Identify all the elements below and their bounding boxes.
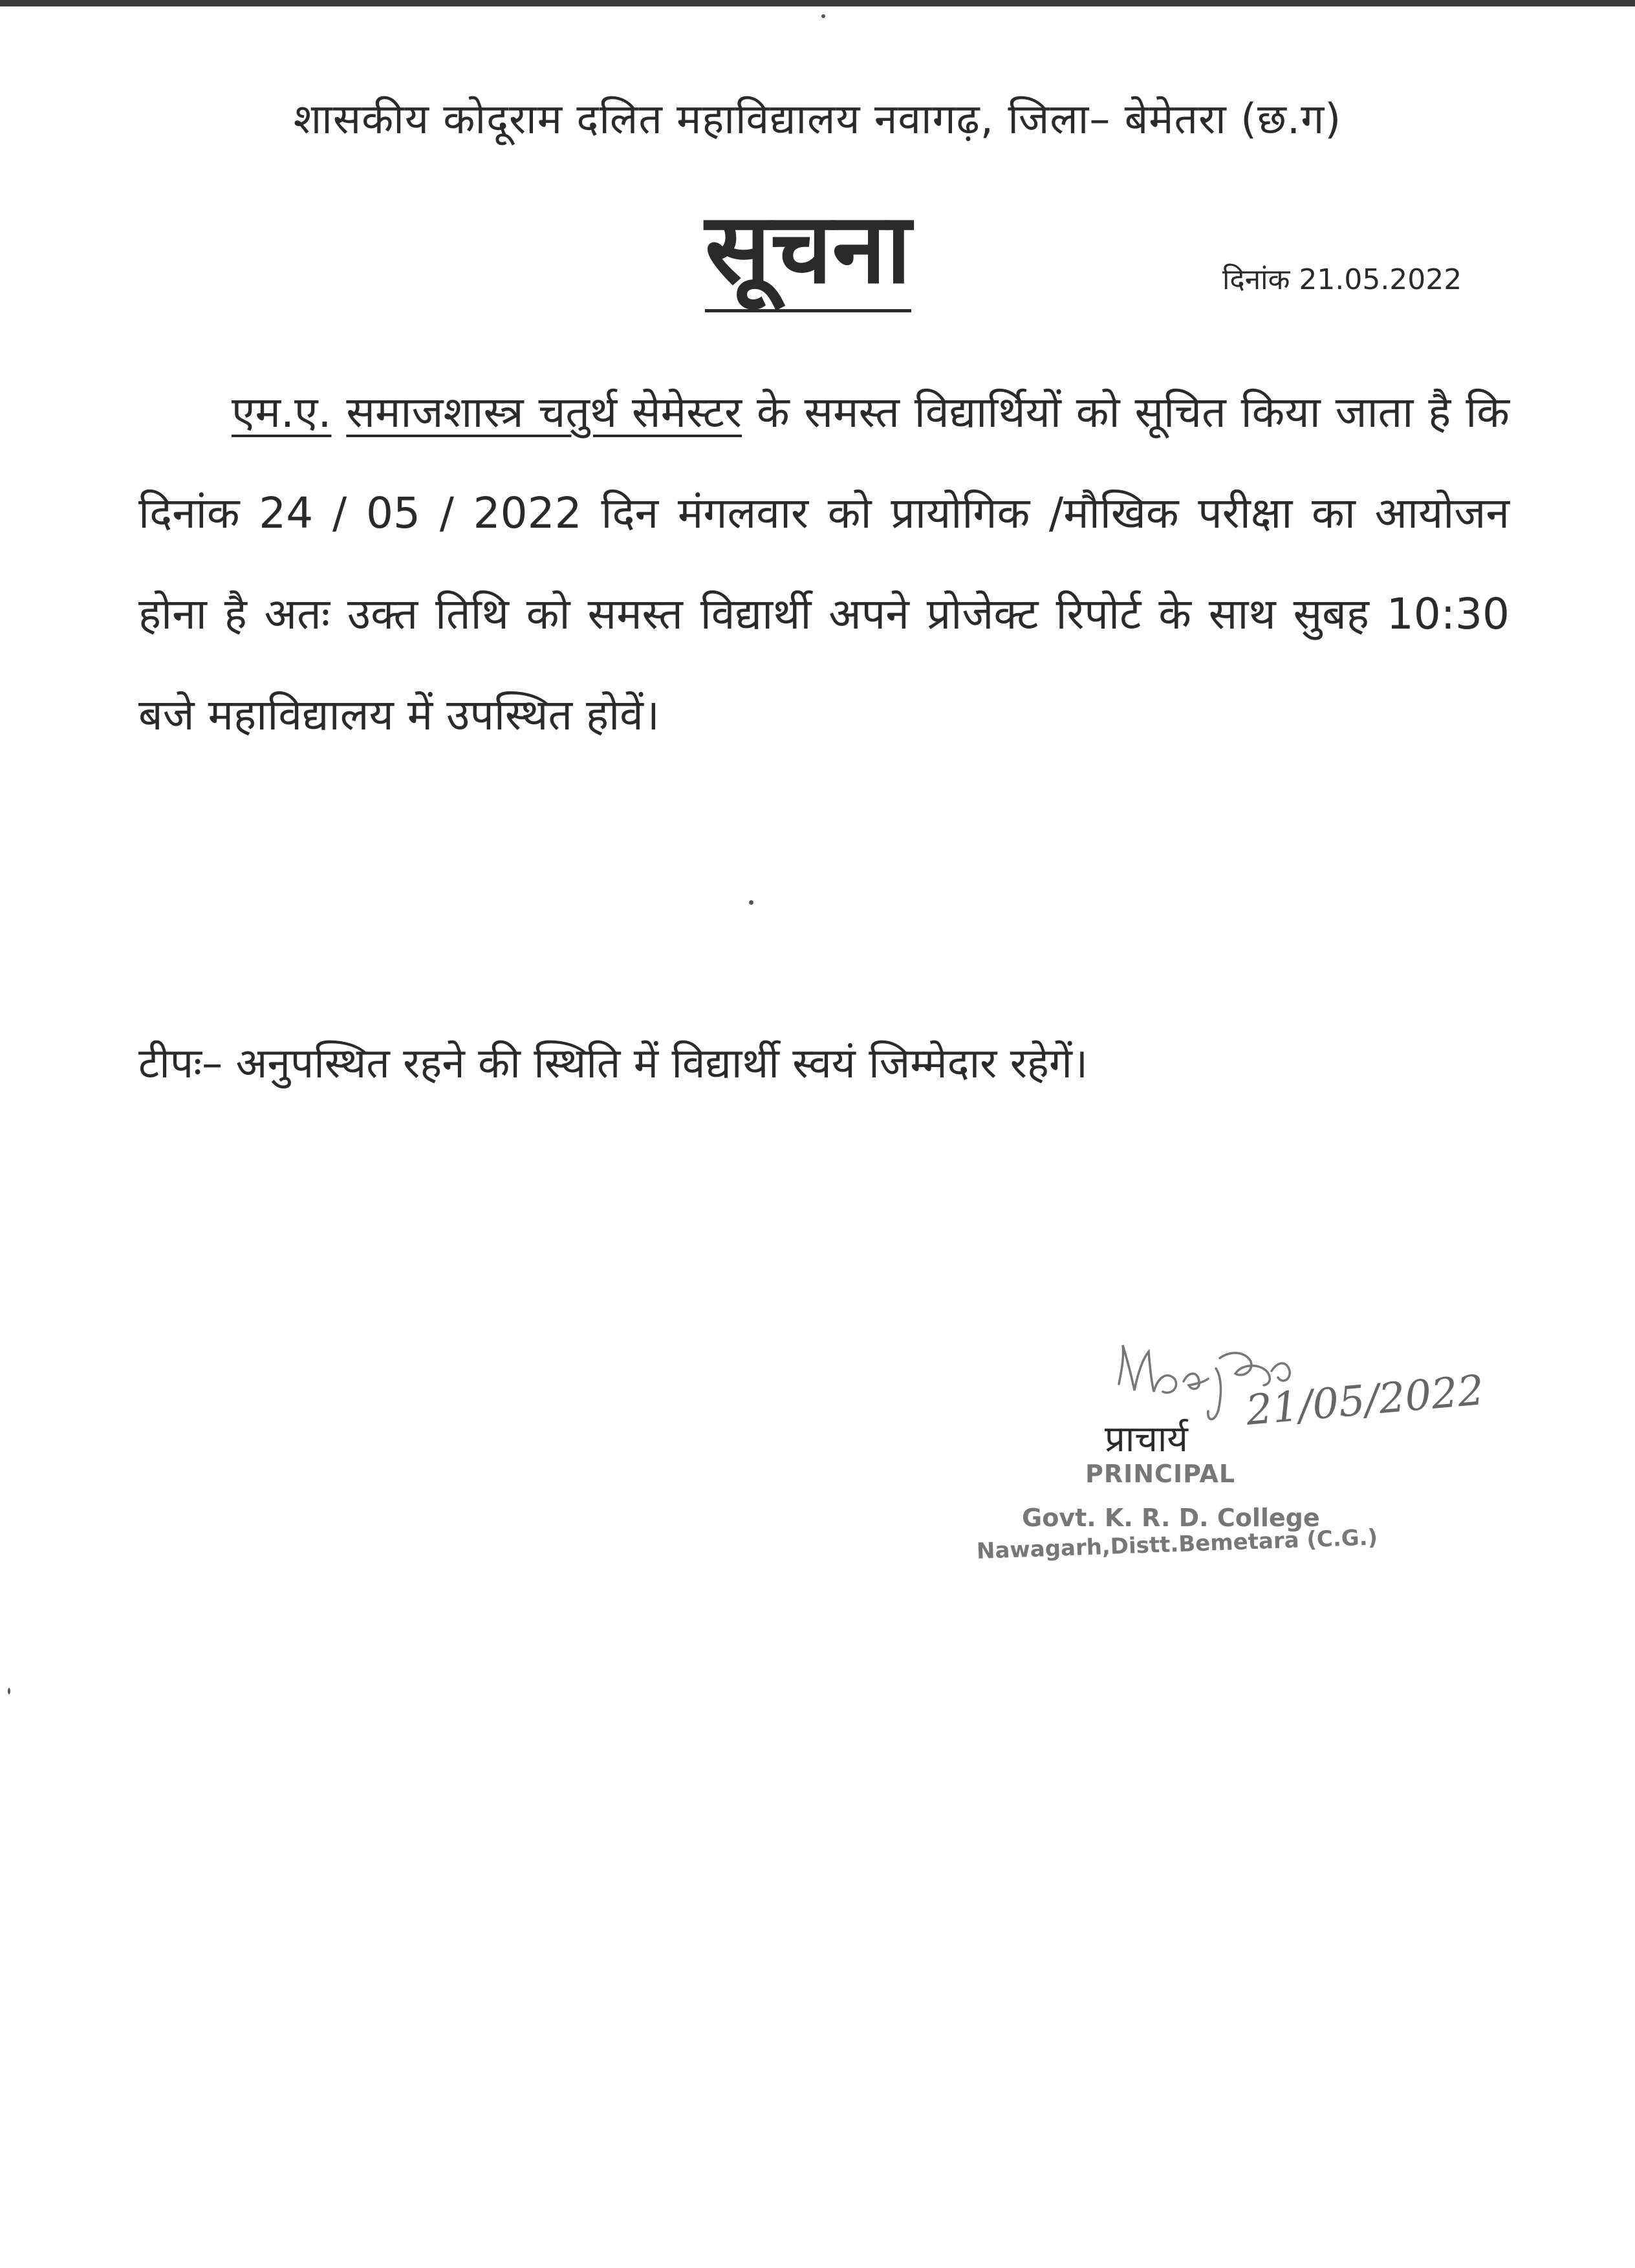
scan-speck	[8, 1688, 10, 1694]
scan-speck	[821, 14, 825, 18]
stamp-title-english: PRINCIPAL	[1085, 1460, 1236, 1488]
course-subject: समाजशास्त्र चतुर्थ सेमेस्टर	[346, 387, 742, 437]
stamp-place: Nawagarh,Distt.Bemetara (C.G.)	[976, 1524, 1378, 1564]
notice-body-text: के समस्त विद्यार्थियों को सूचित किया जाता है कि दिनांक 24 / 05 / 2022 दिन मंगलवार को प्रायोगिक /मौखिक परीक्षा का आयोजन होना है अतः उक्त तिथि को समस्त विद्यार्थी अपने प्रोजेक्ट रिपोर्ट के साथ सुबह 10:30 बजे महाविद्यालय में उपस्थित होवें।	[138, 387, 1510, 740]
stamp-title-hindi: प्राचार्य	[1105, 1418, 1188, 1460]
course-degree: एम.ए.	[232, 387, 332, 437]
college-header: शासकीय कोदूराम दलित महाविद्यालय नवागढ़, जिला– बेमेतरा (छ.ग)	[293, 96, 1342, 144]
notice-date: दिनांक 21.05.2022	[1222, 263, 1462, 296]
notice-note: टीपः– अनुपस्थित रहने की स्थिति में विद्यार्थी स्वयं जिम्मेदार रहेगें।	[138, 1040, 1088, 1088]
notice-title: सूचना	[705, 200, 911, 312]
page-top-edge	[0, 0, 1635, 6]
signature-date: 21/05/2022	[1244, 1366, 1486, 1435]
stamp-college: Govt. K. R. D. College	[1022, 1504, 1320, 1532]
scan-speck	[749, 900, 753, 905]
notice-body	[138, 362, 1510, 766]
